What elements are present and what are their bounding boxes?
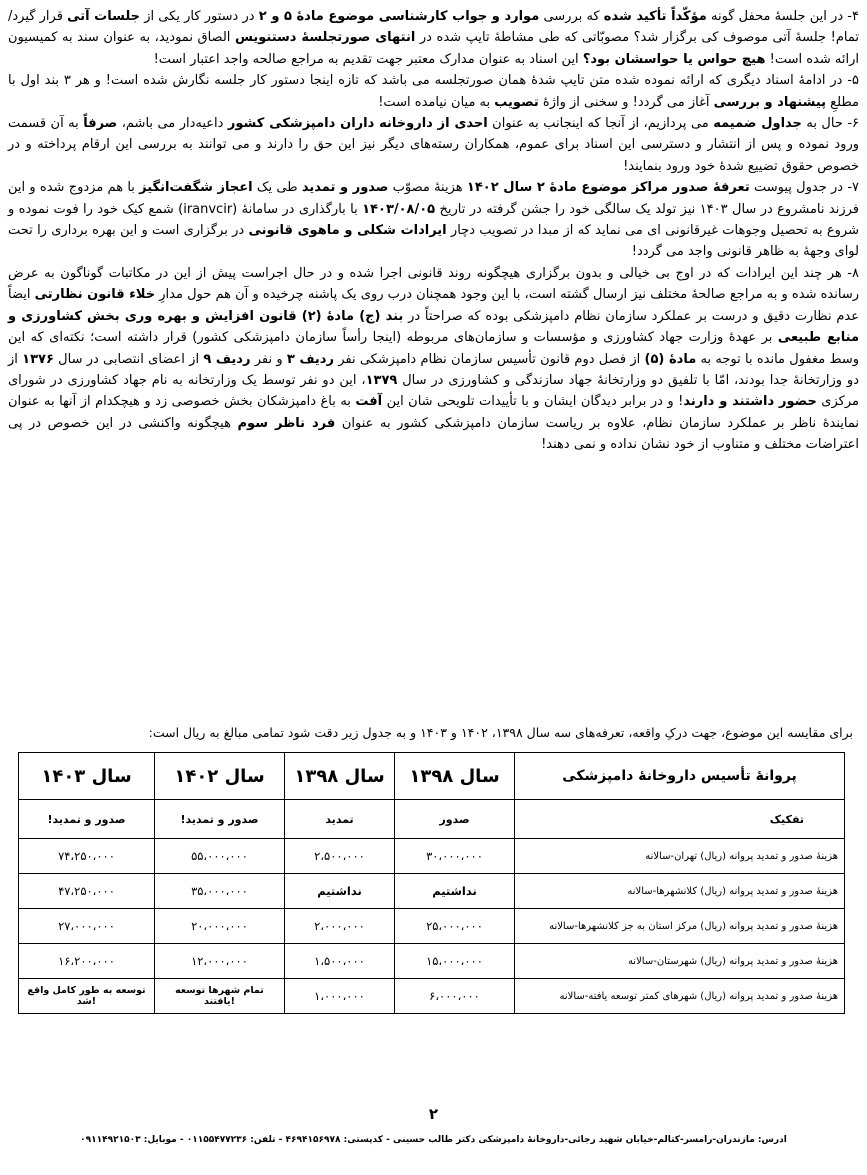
fee-table [18,752,845,1014]
header-year: سال ۱۴۰۲ [155,753,285,800]
table-intro: برای مقایسه این موضوع، جهت درکِ واقعه، تعرفه‌های سه سال ۱۳۹۸، ۱۴۰۲ و ۱۴۰۳ و به جدول زیر دقت شود تمامی مبالغ به ریال است: [148,725,853,740]
document-body [8,6,859,456]
table-cell: نداشتیم [395,874,515,909]
table-row [19,944,845,979]
paragraph-6: ۶- حال به جداول ضمیمه می پردازیم، از آنجا که اینجانب به عنوان احدی از داروخانه داران دامپزشکی کشور داعیه‌دار می باشم، صرفاً به آن قسمت ورود نموده و پس از انتشار و دسترسی این اسناد برای عموم، همکاران رسته‌های دیگر نیز این حق را دارند و می توانند به بررسی این ارقام پرداخته و در خصوص حقوق تضییع شدهٔ خود ورود بنمایند! [8,116,860,174]
paragraph-4: ۴- در این جلسهٔ محفل گونه مؤکّداً تأکید شده که بررسی موارد و جواب کارشناسی موضوع مادهٔ ۵ و ۲ در دستور کار یکی از جلسات آتی قرار گیرد/ تمام! جلسهٔ آتی موصوف کی برگزار شد؟ مصوبّاتی که طی مشاطهٔ تایپ شده در انتهای صورتجلسهٔ دستنویس الصاق نمودید، به عنوان سند به کمیسیون ارائه شده است! هیچ حواس یا حواسشان بود؟ این اسناد به عنوان مدارک معتبر جهت تقدیم به مراجع صالحه واجد اعتبار است! [8,9,859,67]
table-cell: ۱۲،۰۰۰،۰۰۰ [155,944,285,979]
table-cell: تمام شهرها توسعه یافتند! [155,979,285,1014]
table-subheader-row [19,800,845,839]
footer-address: آدرس: مازندران-رامسر-کتالم-خیابان شهید رجائی-داروخانهٔ دامپزشکی دکتر طالب حسینی - کدپستی: ۴۶۹۴۱۵۶۹۷۸ - تلفن: ۰۱۱۵۵۴۷۷۲۳۶ - موبایل: ۰۹۱۱۴۹۲۱۵۰۳ [80,1135,787,1145]
subheader: صدور و تمدید! [19,800,155,839]
row-label-header: تفکیک [515,800,845,839]
table-title: پروانهٔ تأسیس داروخانهٔ دامپزشکی [515,753,845,800]
table-cell: ۲۰،۰۰۰،۰۰۰ [155,909,285,944]
row-description: هزینهٔ صدور و تمدید پروانه (ریال) تهران-سالانه [515,839,845,874]
row-description: هزینهٔ صدور و تمدید پروانه (ریال) شهرهای کمتر توسعه یافته-سالانه [515,979,845,1014]
table-cell: ۳۵،۰۰۰،۰۰۰ [155,874,285,909]
paragraph-5: ۵- در ادامهٔ اسناد دیگری که ارائه نموده شده متن تایپ شدهٔ همان صورتجلسه می باشد که تازه اینجا دستور کار جلسه نگارش شده است! و هر ۳ بند اول با مطلعِ پیشنهاد و بررسی آغاز می گردد! و سخنی از واژهٔ تصویب به میان نیامده است! [8,73,859,110]
table-row [19,909,845,944]
table-cell: ۶،۰۰۰،۰۰۰ [395,979,515,1014]
table-cell: ۲،۰۰۰،۰۰۰ [285,909,395,944]
subheader: تمدید [285,800,395,839]
header-year: سال ۱۳۹۸ [285,753,395,800]
table-cell: ۱۶،۲۰۰،۰۰۰ [19,944,155,979]
row-description: هزینهٔ صدور و تمدید پروانه (ریال) مرکز استان به جز کلانشهرها-سالانه [515,909,845,944]
table-cell: ۲۵،۰۰۰،۰۰۰ [395,909,515,944]
table-cell: ۲۷،۰۰۰،۰۰۰ [19,909,155,944]
table-row [19,839,845,874]
table-cell: ۵۵،۰۰۰،۰۰۰ [155,839,285,874]
paragraph-7: ۷- در جدول پیوست تعرفهٔ صدور مراکز موضوع مادهٔ ۲ سال ۱۴۰۲ هزینهٔ مصوّب صدور و تمدید طی یک اعجاز شگفت‌انگیز با هم مزدوج شده و این فرزند نامشروع در سال ۱۴۰۳ نیز تولد یک سالگی خود را جشن گرفته در تاریخ ۱۴۰۳/۰۸/۰۵ با بارگذاری در سامانهٔ (iranvcir) شمع کیک خود را فوت نموده و شروع به تحصیل وجوهات غیرقانونی ای می نماید که از مبدا در تصویب دچار ایرادات شکلی و ماهوی قانونی در برگزاری است و این بهره برداری را تحت لوای وجههٔ به ظاهر قانونی واجد می گردد! [8,180,860,260]
table-cell: ۳۰،۰۰۰،۰۰۰ [395,839,515,874]
table-cell: ۴۷،۲۵۰،۰۰۰ [19,874,155,909]
table-cell: ۷۴،۲۵۰،۰۰۰ [19,839,155,874]
paragraph-8: ۸- هر چند این ایرادات که در اوج بی خیالی و بدون برگزاری هیچگونه روند قانونی اجرا شده و در حال اجراست پیش از این در مکاتبات گوناگون به عرض رسانده شده و به مراجع صالحهٔ مختلف نیز ارسال گشته است، با این وجود همچنان درب روی یک پاشنه چرخیده و آن هم حول مدارِ خلاء قانون نظارتی ایضاً عدم نظارت دقیق و درست بر عملکرد سازمان نظام دامپزشکی بوده که صراحتاً در بند (ج) مادهٔ (۲) قانون افزایش و بهره وری بخش کشاورزی و منابع طبیعی بر عهدهٔ وزارت جهاد کشاورزی و مؤسسات و سازمان‌های مربوطه (اینجا رأساً سازمان دامپزشکی کشور) قرار داشته است؛ نکته‌ای که این وسط مغفول مانده با توجه به مادهٔ (۵) از فصل دوم قانون تأسیس سازمان نظام دامپزشکی نفر ردیف ۳ و نفر ردیف ۹ از اعضای انتصابی در سال ۱۳۷۶ از دو وزارتخانهٔ جدا بودند، امّا با تلفیق دو وزارتخانهٔ جهاد سازندگی و کشاورزی در سال ۱۳۷۹، این دو نفر توسط یک وزارتخانه به نام جهاد کشاورزی در شورای مرکزی حضور داشتند و دارند! و در برابر دیدگان ایشان و با تأییدات تلویحی شان این آفت به باغ دامپزشکان بخش خصوصی زد و هیچکدام از آنها به عنوان نمایندهٔ ناظر بر عملکرد سازمان نظام، علاوه بر ریاست سازمان دامپزشکی کشور به عنوان فرد ناظر سوم هیچگونه واکنشی در این خصوص در پی اعتراضات مختلف و متناوب از خود نشان نداده و نمی دهند! [8,265,860,453]
page-number: ۲ [428,1105,439,1123]
table-cell: ۱۵،۰۰۰،۰۰۰ [395,944,515,979]
header-year: سال ۱۴۰۳ [19,753,155,800]
row-description: هزینهٔ صدور و تمدید پروانه (ریال) شهرستان-سالانه [515,944,845,979]
table-row [19,874,845,909]
subheader: صدور [395,800,515,839]
table-cell: ۲،۵۰۰،۰۰۰ [285,839,395,874]
header-year: سال ۱۳۹۸ [395,753,515,800]
table-cell: ۱،۰۰۰،۰۰۰ [285,979,395,1014]
table-row [19,979,845,1014]
row-description: هزینهٔ صدور و تمدید پروانه (ریال) کلانشهرها-سالانه [515,874,845,909]
table-cell: نداشتیم [285,874,395,909]
table-header-row [19,753,845,800]
table-cell: ۱،۵۰۰،۰۰۰ [285,944,395,979]
subheader: صدور و تمدید! [155,800,285,839]
table-cell: توسعه به طور کامل واقع شد! [19,979,155,1014]
